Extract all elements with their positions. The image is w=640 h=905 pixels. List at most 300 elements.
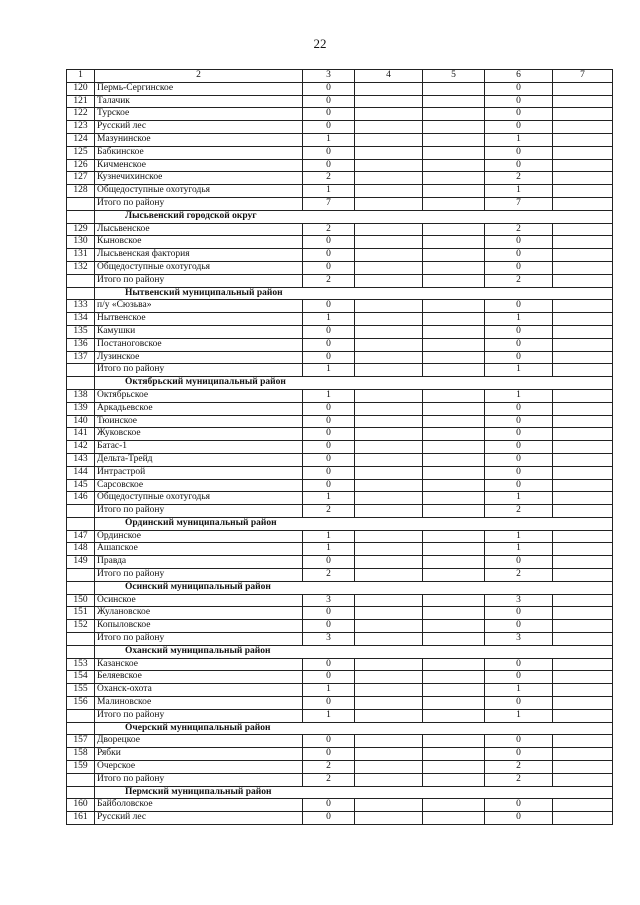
empty-cell-col4 xyxy=(355,543,423,556)
empty-cell-col5 xyxy=(423,364,485,377)
value-cell-col6: 7 xyxy=(485,197,553,210)
ground-name-cell: Осинское xyxy=(95,594,303,607)
total-row xyxy=(67,633,613,646)
empty-cell-col4 xyxy=(355,735,423,748)
empty-cell-col7 xyxy=(553,607,613,620)
empty-cell-col5 xyxy=(423,325,485,338)
row-number-cell: 148 xyxy=(67,543,95,556)
total-label-cell: Итого по району xyxy=(95,364,303,377)
total-row xyxy=(67,709,613,722)
ground-name-cell: Кичменское xyxy=(95,159,303,172)
empty-cell-col4 xyxy=(355,82,423,95)
column-header: 4 xyxy=(355,70,423,83)
empty-cell-col5 xyxy=(423,313,485,326)
empty-cell-col7 xyxy=(553,197,613,210)
empty-cell-col4 xyxy=(355,607,423,620)
ground-name-cell: Батас-1 xyxy=(95,441,303,454)
empty-cell-col5 xyxy=(423,261,485,274)
ground-name-cell: Байболовское xyxy=(95,799,303,812)
ground-name-cell: Жуковское xyxy=(95,428,303,441)
value-cell-col3: 0 xyxy=(303,300,355,313)
ground-name-cell: Ординское xyxy=(95,530,303,543)
value-cell-col3: 0 xyxy=(303,415,355,428)
district-name: Октябрьский муниципальный район xyxy=(95,377,613,390)
empty-cell-col7 xyxy=(553,453,613,466)
value-cell-col3: 0 xyxy=(303,812,355,825)
empty-cell-col7 xyxy=(553,684,613,697)
ground-name-cell: Общедоступные охотугодья xyxy=(95,185,303,198)
empty-cell-col4 xyxy=(355,684,423,697)
empty-cell-col4 xyxy=(355,249,423,262)
empty-cell-col4 xyxy=(355,530,423,543)
value-cell-col6: 0 xyxy=(485,146,553,159)
empty-cell-col4 xyxy=(355,172,423,185)
empty-cell-col7 xyxy=(553,812,613,825)
table-row xyxy=(67,108,613,121)
value-cell-col6: 0 xyxy=(485,799,553,812)
ground-name-cell: Турское xyxy=(95,108,303,121)
value-cell-col6: 0 xyxy=(485,441,553,454)
value-cell-col6: 1 xyxy=(485,492,553,505)
value-cell-col6: 0 xyxy=(485,82,553,95)
table-header-row xyxy=(67,70,613,83)
empty-cell-col4 xyxy=(355,133,423,146)
empty-cell-col4 xyxy=(355,402,423,415)
empty-cell-col5 xyxy=(423,249,485,262)
value-cell-col6: 0 xyxy=(485,607,553,620)
empty-cell-col7 xyxy=(553,620,613,633)
hunting-grounds-table xyxy=(66,69,613,825)
table-row xyxy=(67,453,613,466)
empty-cell-col4 xyxy=(355,505,423,518)
value-cell-col3: 0 xyxy=(303,261,355,274)
row-number-cell: 126 xyxy=(67,159,95,172)
ground-name-cell: Сарсовское xyxy=(95,479,303,492)
value-cell-col6: 0 xyxy=(485,479,553,492)
empty-cell-col5 xyxy=(423,274,485,287)
table-row xyxy=(67,594,613,607)
value-cell-col3: 0 xyxy=(303,799,355,812)
empty-cell-col4 xyxy=(355,428,423,441)
empty-cell-col7 xyxy=(553,709,613,722)
ground-name-cell: Копыловское xyxy=(95,620,303,633)
value-cell-col3: 1 xyxy=(303,313,355,326)
empty-cell-col5 xyxy=(423,505,485,518)
value-cell-col6: 0 xyxy=(485,697,553,710)
table-row xyxy=(67,402,613,415)
row-number-cell: 133 xyxy=(67,300,95,313)
empty-cell-col5 xyxy=(423,108,485,121)
ground-name-cell: Русский лес xyxy=(95,812,303,825)
value-cell-col3: 0 xyxy=(303,441,355,454)
value-cell-col6: 0 xyxy=(485,351,553,364)
empty-cell-col4 xyxy=(355,620,423,633)
table-row xyxy=(67,261,613,274)
table-row xyxy=(67,684,613,697)
value-cell-col3: 2 xyxy=(303,569,355,582)
row-number-cell xyxy=(67,210,95,223)
ground-name-cell: Беляевское xyxy=(95,671,303,684)
table-row xyxy=(67,415,613,428)
value-cell-col6: 0 xyxy=(485,415,553,428)
value-cell-col6: 2 xyxy=(485,569,553,582)
empty-cell-col7 xyxy=(553,325,613,338)
empty-cell-col5 xyxy=(423,492,485,505)
row-number-cell xyxy=(67,645,95,658)
empty-cell-col7 xyxy=(553,594,613,607)
empty-cell-col7 xyxy=(553,95,613,108)
value-cell-col6: 0 xyxy=(485,261,553,274)
ground-name-cell: Очерское xyxy=(95,761,303,774)
district-header-row xyxy=(67,517,613,530)
total-label-cell: Итого по району xyxy=(95,197,303,210)
page-number: 22 xyxy=(313,36,327,51)
value-cell-col3: 0 xyxy=(303,325,355,338)
ground-name-cell: Дельта-Трейд xyxy=(95,453,303,466)
column-header: 3 xyxy=(303,70,355,83)
value-cell-col6: 1 xyxy=(485,709,553,722)
table-row xyxy=(67,799,613,812)
ground-name-cell: Общедоступные охотугодья xyxy=(95,492,303,505)
row-number-cell: 142 xyxy=(67,441,95,454)
empty-cell-col5 xyxy=(423,633,485,646)
table-row xyxy=(67,697,613,710)
empty-cell-col5 xyxy=(423,197,485,210)
empty-cell-col4 xyxy=(355,466,423,479)
value-cell-col6: 1 xyxy=(485,389,553,402)
value-cell-col6: 0 xyxy=(485,402,553,415)
value-cell-col3: 1 xyxy=(303,543,355,556)
empty-cell-col5 xyxy=(423,773,485,786)
value-cell-col3: 0 xyxy=(303,82,355,95)
district-name: Осинский муниципальный район xyxy=(95,581,613,594)
empty-cell-col4 xyxy=(355,185,423,198)
value-cell-col3: 1 xyxy=(303,133,355,146)
empty-cell-col5 xyxy=(423,389,485,402)
ground-name-cell: Оханск-охота xyxy=(95,684,303,697)
row-number-cell xyxy=(67,722,95,735)
row-number-cell: 144 xyxy=(67,466,95,479)
table-row xyxy=(67,441,613,454)
ground-name-cell: п/у «Сюзьва» xyxy=(95,300,303,313)
value-cell-col6: 3 xyxy=(485,633,553,646)
value-cell-col3: 0 xyxy=(303,466,355,479)
value-cell-col3: 0 xyxy=(303,556,355,569)
empty-cell-col4 xyxy=(355,95,423,108)
row-number-cell: 141 xyxy=(67,428,95,441)
value-cell-col6: 3 xyxy=(485,594,553,607)
empty-cell-col5 xyxy=(423,466,485,479)
row-number-cell: 156 xyxy=(67,697,95,710)
empty-cell-col4 xyxy=(355,338,423,351)
value-cell-col6: 0 xyxy=(485,325,553,338)
row-number-cell: 138 xyxy=(67,389,95,402)
empty-cell-col4 xyxy=(355,697,423,710)
total-row xyxy=(67,274,613,287)
empty-cell-col5 xyxy=(423,82,485,95)
value-cell-col6: 2 xyxy=(485,223,553,236)
empty-cell-col4 xyxy=(355,671,423,684)
total-label-cell: Итого по району xyxy=(95,633,303,646)
total-row xyxy=(67,773,613,786)
row-number-cell xyxy=(67,786,95,799)
ground-name-cell: Аркадьевское xyxy=(95,402,303,415)
row-number-cell: 150 xyxy=(67,594,95,607)
column-header: 5 xyxy=(423,70,485,83)
empty-cell-col4 xyxy=(355,364,423,377)
empty-cell-col5 xyxy=(423,159,485,172)
row-number-cell xyxy=(67,287,95,300)
total-row xyxy=(67,505,613,518)
value-cell-col3: 2 xyxy=(303,505,355,518)
value-cell-col6: 0 xyxy=(485,748,553,761)
table-row xyxy=(67,389,613,402)
empty-cell-col7 xyxy=(553,556,613,569)
district-name: Оханский муниципальный район xyxy=(95,645,613,658)
empty-cell-col5 xyxy=(423,95,485,108)
table-row xyxy=(67,133,613,146)
district-header-row xyxy=(67,786,613,799)
empty-cell-col7 xyxy=(553,735,613,748)
total-row xyxy=(67,569,613,582)
empty-cell-col7 xyxy=(553,441,613,454)
value-cell-col6: 0 xyxy=(485,121,553,134)
table-row xyxy=(67,82,613,95)
table-row xyxy=(67,159,613,172)
empty-cell-col5 xyxy=(423,441,485,454)
row-number-cell: 152 xyxy=(67,620,95,633)
value-cell-col6: 0 xyxy=(485,466,553,479)
ground-name-cell: Правда xyxy=(95,556,303,569)
empty-cell-col7 xyxy=(553,274,613,287)
ground-name-cell: Лузинское xyxy=(95,351,303,364)
empty-cell-col7 xyxy=(553,82,613,95)
value-cell-col3: 2 xyxy=(303,274,355,287)
value-cell-col6: 1 xyxy=(485,364,553,377)
empty-cell-col5 xyxy=(423,415,485,428)
empty-cell-col5 xyxy=(423,594,485,607)
empty-cell-col4 xyxy=(355,159,423,172)
value-cell-col3: 0 xyxy=(303,453,355,466)
row-number-cell xyxy=(67,581,95,594)
value-cell-col3: 0 xyxy=(303,146,355,159)
row-number-cell xyxy=(67,633,95,646)
total-label-cell: Итого по району xyxy=(95,773,303,786)
empty-cell-col5 xyxy=(423,402,485,415)
empty-cell-col5 xyxy=(423,671,485,684)
empty-cell-col5 xyxy=(423,223,485,236)
empty-cell-col7 xyxy=(553,505,613,518)
empty-cell-col4 xyxy=(355,108,423,121)
empty-cell-col4 xyxy=(355,313,423,326)
table-row xyxy=(67,95,613,108)
value-cell-col3: 0 xyxy=(303,338,355,351)
table-row xyxy=(67,479,613,492)
empty-cell-col5 xyxy=(423,121,485,134)
empty-cell-col7 xyxy=(553,300,613,313)
value-cell-col6: 0 xyxy=(485,108,553,121)
value-cell-col6: 1 xyxy=(485,543,553,556)
row-number-cell: 122 xyxy=(67,108,95,121)
empty-cell-col7 xyxy=(553,530,613,543)
empty-cell-col5 xyxy=(423,761,485,774)
row-number-cell: 149 xyxy=(67,556,95,569)
ground-name-cell: Лысьвенская фактория xyxy=(95,249,303,262)
value-cell-col3: 0 xyxy=(303,95,355,108)
row-number-cell: 157 xyxy=(67,735,95,748)
row-number-cell: 128 xyxy=(67,185,95,198)
ground-name-cell: Пермь-Сергинское xyxy=(95,82,303,95)
ground-name-cell: Постаноговское xyxy=(95,338,303,351)
value-cell-col6: 0 xyxy=(485,95,553,108)
value-cell-col3: 0 xyxy=(303,735,355,748)
empty-cell-col7 xyxy=(553,671,613,684)
empty-cell-col7 xyxy=(553,799,613,812)
table-row xyxy=(67,556,613,569)
empty-cell-col5 xyxy=(423,133,485,146)
value-cell-col3: 1 xyxy=(303,684,355,697)
empty-cell-col7 xyxy=(553,633,613,646)
table-row xyxy=(67,146,613,159)
table-row xyxy=(67,466,613,479)
ground-name-cell: Кузнечихинское xyxy=(95,172,303,185)
empty-cell-col7 xyxy=(553,773,613,786)
table-row xyxy=(67,735,613,748)
empty-cell-col7 xyxy=(553,364,613,377)
empty-cell-col5 xyxy=(423,569,485,582)
ground-name-cell: Тюинское xyxy=(95,415,303,428)
table-row xyxy=(67,492,613,505)
value-cell-col3: 7 xyxy=(303,197,355,210)
empty-cell-col4 xyxy=(355,761,423,774)
empty-cell-col7 xyxy=(553,172,613,185)
empty-cell-col5 xyxy=(423,338,485,351)
empty-cell-col5 xyxy=(423,146,485,159)
empty-cell-col4 xyxy=(355,799,423,812)
row-number-cell: 127 xyxy=(67,172,95,185)
row-number-cell xyxy=(67,274,95,287)
district-name: Нытвенский муниципальный район xyxy=(95,287,613,300)
ground-name-cell: Нытвенское xyxy=(95,313,303,326)
value-cell-col6: 2 xyxy=(485,505,553,518)
table-row xyxy=(67,313,613,326)
empty-cell-col7 xyxy=(553,761,613,774)
ground-name-cell: Кыновское xyxy=(95,236,303,249)
ground-name-cell: Бабкинское xyxy=(95,146,303,159)
total-row xyxy=(67,364,613,377)
empty-cell-col4 xyxy=(355,556,423,569)
column-header: 6 xyxy=(485,70,553,83)
empty-cell-col4 xyxy=(355,351,423,364)
row-number-cell xyxy=(67,505,95,518)
value-cell-col3: 0 xyxy=(303,479,355,492)
district-header-row xyxy=(67,210,613,223)
ground-name-cell: Камушки xyxy=(95,325,303,338)
column-header: 1 xyxy=(67,70,95,83)
value-cell-col3: 1 xyxy=(303,709,355,722)
empty-cell-col5 xyxy=(423,620,485,633)
value-cell-col3: 0 xyxy=(303,108,355,121)
empty-cell-col4 xyxy=(355,633,423,646)
row-number-cell: 145 xyxy=(67,479,95,492)
value-cell-col3: 3 xyxy=(303,594,355,607)
empty-cell-col4 xyxy=(355,773,423,786)
value-cell-col6: 0 xyxy=(485,300,553,313)
value-cell-col3: 1 xyxy=(303,364,355,377)
value-cell-col6: 2 xyxy=(485,172,553,185)
column-header: 2 xyxy=(95,70,303,83)
row-number-cell: 154 xyxy=(67,671,95,684)
table-row xyxy=(67,325,613,338)
empty-cell-col7 xyxy=(553,146,613,159)
empty-cell-col5 xyxy=(423,300,485,313)
empty-cell-col7 xyxy=(553,108,613,121)
row-number-cell xyxy=(67,377,95,390)
empty-cell-col5 xyxy=(423,236,485,249)
empty-cell-col7 xyxy=(553,133,613,146)
table-row xyxy=(67,249,613,262)
table-row xyxy=(67,530,613,543)
value-cell-col3: 0 xyxy=(303,658,355,671)
empty-cell-col7 xyxy=(553,402,613,415)
table-row xyxy=(67,185,613,198)
empty-cell-col4 xyxy=(355,812,423,825)
empty-cell-col7 xyxy=(553,492,613,505)
value-cell-col6: 2 xyxy=(485,761,553,774)
value-cell-col3: 1 xyxy=(303,185,355,198)
row-number-cell: 136 xyxy=(67,338,95,351)
value-cell-col3: 2 xyxy=(303,761,355,774)
row-number-cell: 124 xyxy=(67,133,95,146)
empty-cell-col5 xyxy=(423,684,485,697)
district-name: Пермский муниципальный район xyxy=(95,786,613,799)
value-cell-col3: 0 xyxy=(303,428,355,441)
total-row xyxy=(67,197,613,210)
value-cell-col6: 0 xyxy=(485,453,553,466)
table-row xyxy=(67,812,613,825)
empty-cell-col5 xyxy=(423,812,485,825)
empty-cell-col7 xyxy=(553,543,613,556)
empty-cell-col5 xyxy=(423,479,485,492)
empty-cell-col5 xyxy=(423,735,485,748)
empty-cell-col7 xyxy=(553,415,613,428)
row-number-cell: 159 xyxy=(67,761,95,774)
row-number-cell: 132 xyxy=(67,261,95,274)
value-cell-col3: 0 xyxy=(303,236,355,249)
empty-cell-col4 xyxy=(355,197,423,210)
ground-name-cell: Общедоступные охотугодья xyxy=(95,261,303,274)
empty-cell-col5 xyxy=(423,658,485,671)
empty-cell-col4 xyxy=(355,594,423,607)
value-cell-col3: 0 xyxy=(303,351,355,364)
row-number-cell: 153 xyxy=(67,658,95,671)
row-number-cell xyxy=(67,773,95,786)
table-row xyxy=(67,620,613,633)
row-number-cell: 125 xyxy=(67,146,95,159)
table-row xyxy=(67,658,613,671)
empty-cell-col4 xyxy=(355,658,423,671)
empty-cell-col4 xyxy=(355,453,423,466)
row-number-cell: 131 xyxy=(67,249,95,262)
empty-cell-col7 xyxy=(553,313,613,326)
value-cell-col3: 1 xyxy=(303,530,355,543)
empty-cell-col7 xyxy=(553,466,613,479)
row-number-cell: 158 xyxy=(67,748,95,761)
empty-cell-col5 xyxy=(423,428,485,441)
empty-cell-col7 xyxy=(553,569,613,582)
empty-cell-col4 xyxy=(355,569,423,582)
table-row xyxy=(67,236,613,249)
